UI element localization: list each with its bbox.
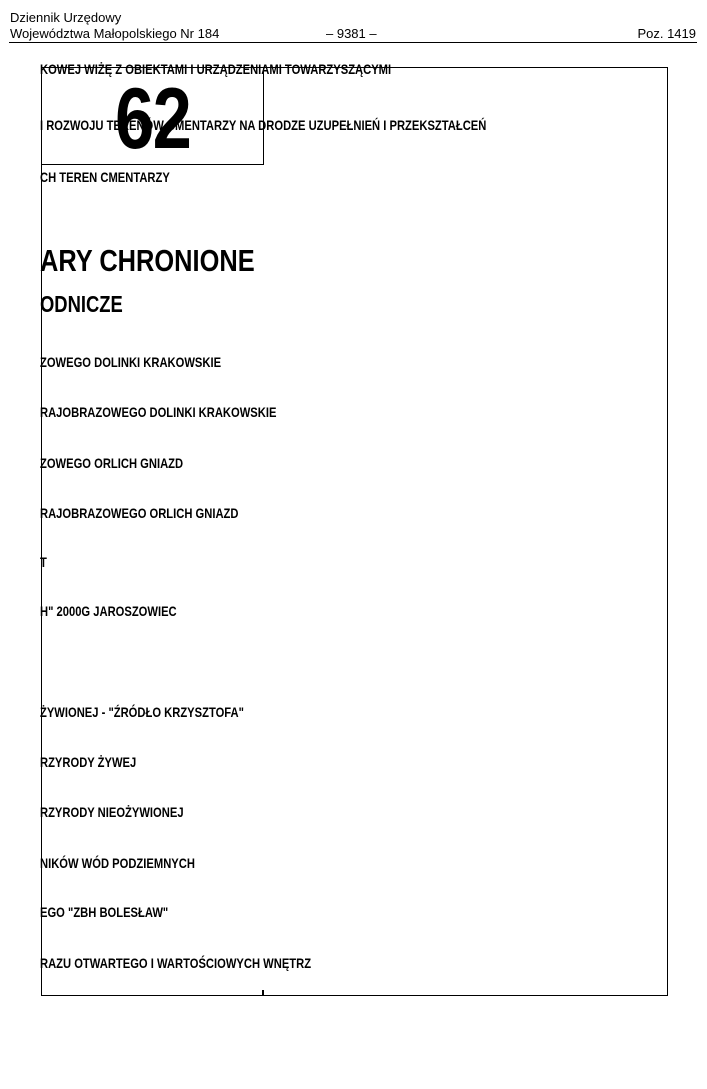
legend-item: RZYRODY NIEOŻYWIONEJ bbox=[40, 804, 184, 820]
legend-cemetery-development: I ROZWOJU TERENÓW CMENTARZY NA DRODZE UZUPEŁNIEŃ I PRZEKSZTAŁCEŃ bbox=[40, 117, 487, 133]
legend-item: ZOWEGO ORLICH GNIAZD bbox=[40, 455, 184, 471]
legend-item: T bbox=[40, 554, 47, 570]
legend-content bbox=[40, 61, 667, 995]
legend-cut-line: KOWEJ WIŻĘ Z OBIEKTAMI I URZĄDZENIAMI TOWARZYSZĄCYMI bbox=[40, 61, 392, 77]
legend-item: RAZU OTWARTEGO I WARTOŚCIOWYCH WNĘTRZ bbox=[40, 955, 312, 971]
legend-cemetery-area: CH TEREN CMENTARZY bbox=[40, 169, 170, 185]
legend-item: ZOWEGO DOLINKI KRAKOWSKIE bbox=[40, 354, 222, 370]
legend-item: RAJOBRAZOWEGO DOLINKI KRAKOWSKIE bbox=[40, 404, 277, 420]
legend-item: ŻYWIONEJ - "ŹRÓDŁO KRZYSZTOFA" bbox=[40, 704, 244, 720]
frame-tick-mark bbox=[262, 990, 264, 996]
voivodeship-issue: Województwa Małopolskiego Nr 184 bbox=[10, 26, 220, 41]
page-number: – 9381 – bbox=[326, 26, 377, 41]
legend-item: H" 2000G JAROSZOWIEC bbox=[40, 603, 177, 619]
header-divider bbox=[9, 42, 697, 43]
map-sheet-number: 62 bbox=[115, 71, 191, 167]
position-number: Poz. 1419 bbox=[637, 26, 696, 41]
legend-item: RZYRODY ŻYWEJ bbox=[40, 754, 137, 770]
legend-item: NIKÓW WÓD PODZIEMNYCH bbox=[40, 855, 195, 871]
legend-heading-nature: ODNICZE bbox=[40, 291, 123, 317]
legend-heading-protected-areas: ARY CHRONIONE bbox=[40, 243, 255, 278]
legend-item: EGO "ZBH BOLESŁAW" bbox=[40, 904, 169, 920]
legend-item: RAJOBRAZOWEGO ORLICH GNIAZD bbox=[40, 505, 239, 521]
journal-title: Dziennik Urzędowy bbox=[10, 10, 122, 25]
